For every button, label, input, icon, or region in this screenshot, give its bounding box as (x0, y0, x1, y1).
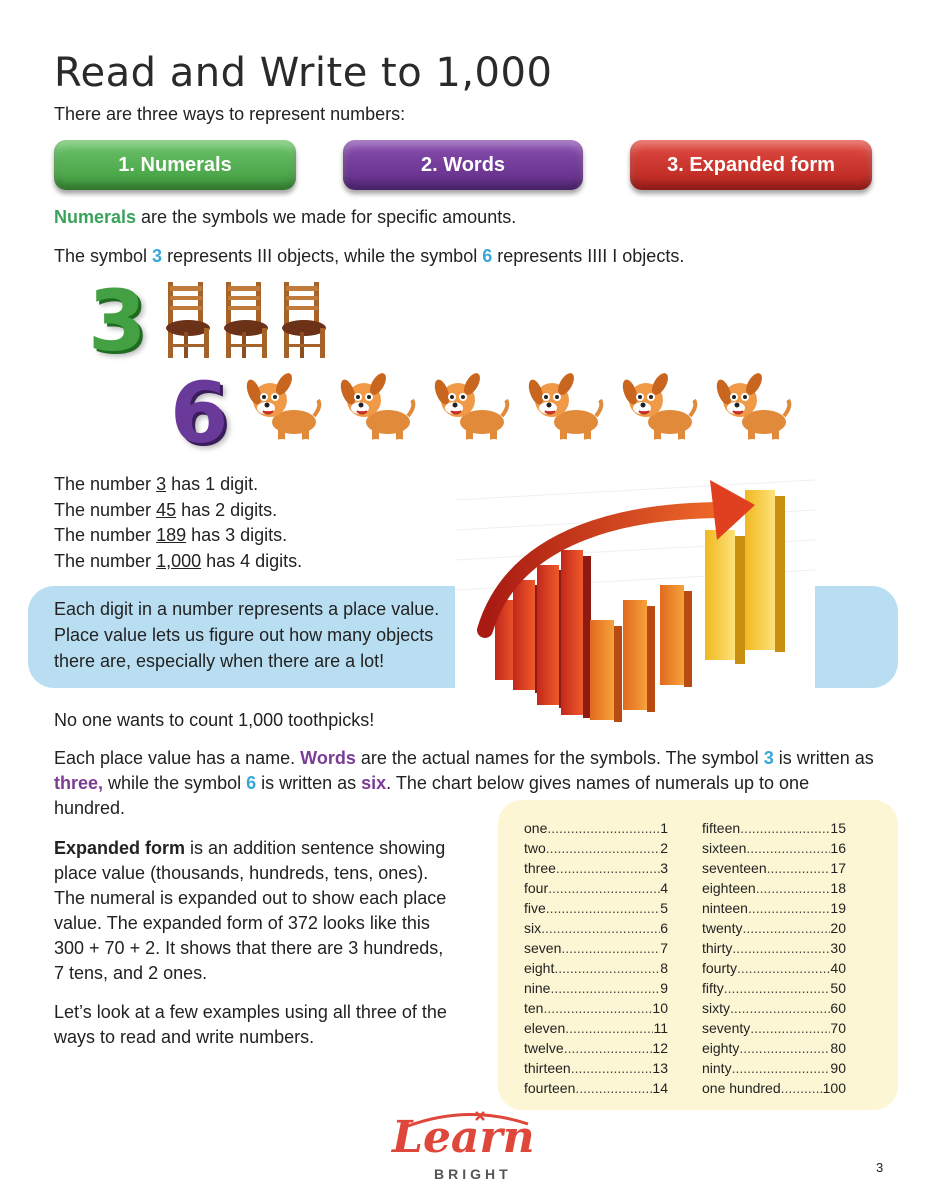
number-word: twelve (524, 1040, 564, 1056)
number-value: 60 (830, 1000, 846, 1016)
number-name-row (524, 858, 668, 878)
leader-dots (561, 938, 660, 958)
number-word: eight (524, 960, 555, 976)
leader-dots (546, 898, 660, 918)
digit-line: The number 45 has 2 digits. (54, 499, 278, 520)
dog-icon (714, 370, 794, 451)
dog-icon (526, 370, 606, 451)
number-name-row (524, 838, 668, 858)
number-value: 1 (660, 820, 668, 836)
dog-icon (432, 370, 512, 451)
digit-line: The number 3 has 1 digit. (54, 474, 259, 494)
big-three: 3 (88, 272, 147, 370)
numerals-definition: Numerals are the symbols we made for specific amounts. (54, 207, 517, 227)
number-name-row (702, 918, 846, 938)
number-name-row (702, 1018, 846, 1038)
number-word: one hundred (702, 1080, 781, 1096)
dog-icon (338, 370, 418, 451)
leader-dots (781, 1078, 823, 1098)
dog-icon (244, 370, 324, 451)
number-word: seventy (702, 1020, 751, 1036)
number-name-row (702, 1078, 846, 1098)
number-name-row (702, 998, 846, 1018)
number-word: seven (524, 940, 562, 956)
leader-dots (547, 818, 660, 838)
growth-chart-illustration (455, 470, 815, 740)
number-value: 11 (653, 1020, 668, 1036)
number-word: two (524, 840, 546, 856)
symbol-sentence: The symbol 3 represents III objects, while the symbol 6 represents IIII I objects. (54, 246, 685, 266)
number-value: 90 (830, 1060, 846, 1076)
leader-dots (740, 818, 830, 838)
leader-dots (556, 858, 660, 878)
growth-chart-svg (455, 470, 815, 740)
number-value: 100 (822, 1080, 846, 1096)
leader-dots (575, 1078, 652, 1098)
number-name-row (702, 978, 846, 998)
chair-icon (160, 280, 212, 365)
number-word: sixty (702, 1000, 730, 1016)
number-value: 9 (660, 980, 668, 996)
callout-text: Each digit in a number represents a place value. Place value lets us figure out how many objects there are, especially when there are a lot! (54, 599, 440, 671)
number-word: fifteen (702, 820, 741, 836)
leader-dots (571, 1058, 653, 1078)
number-word: sixteen (702, 840, 747, 856)
number-value: 50 (830, 980, 846, 996)
number-name-row (702, 898, 846, 918)
number-value: 12 (652, 1040, 668, 1056)
number-value: 8 (660, 960, 668, 976)
page-title: Read and Write to 1,000 (54, 50, 553, 96)
number-value: 13 (652, 1060, 668, 1076)
number-value: 2 (660, 840, 668, 856)
leader-dots (737, 958, 830, 978)
number-value: 30 (830, 940, 846, 956)
numerals-pill: 1. Numerals (54, 140, 296, 190)
leader-dots (546, 838, 660, 858)
number-word: seventeen (702, 860, 767, 876)
number-word: twenty (702, 920, 743, 936)
number-word: five (524, 900, 546, 916)
number-word: ninty (702, 1060, 732, 1076)
number-word: ten (524, 1000, 544, 1016)
number-value: 4 (660, 880, 668, 896)
leader-dots (541, 918, 660, 938)
number-value: 18 (830, 880, 846, 896)
number-value: 5 (660, 900, 668, 916)
number-word: three (524, 860, 556, 876)
number-name-row (524, 1058, 668, 1078)
leader-dots (564, 1038, 653, 1058)
number-name-row (702, 838, 846, 858)
number-value: 10 (652, 1000, 668, 1016)
number-word: eighty (702, 1040, 740, 1056)
number-name-row (524, 1078, 668, 1098)
leader-dots (746, 838, 830, 858)
number-value: 14 (652, 1080, 668, 1096)
number-name-row (524, 818, 668, 838)
expanded-form-pill: 3. Expanded form (630, 140, 872, 190)
number-names-left-column (524, 818, 668, 1098)
number-value: 17 (830, 860, 846, 876)
number-word: nine (524, 980, 551, 996)
number-name-row (524, 938, 668, 958)
leader-dots (732, 1058, 831, 1078)
chair-icon (276, 280, 328, 365)
leader-dots (767, 858, 831, 878)
leader-dots (543, 998, 652, 1018)
number-value: 19 (830, 900, 846, 916)
words-paragraph: Each place value has a name. Words are the actual names for the symbols. The symbol 3 is written as three, while the symbol 6 is written as six. The chart below gives names of numerals up to one hundred. (54, 748, 874, 818)
number-value: 70 (830, 1020, 846, 1036)
page-number: 3 (876, 1160, 884, 1175)
number-word: thirteen (524, 1060, 571, 1076)
number-word: eleven (524, 1020, 566, 1036)
big-six: 6 (170, 364, 229, 462)
number-value: 20 (830, 920, 846, 936)
leader-dots (742, 918, 830, 938)
number-word: one (524, 820, 548, 836)
leader-dots (554, 958, 660, 978)
number-value: 40 (830, 960, 846, 976)
leader-dots (748, 898, 830, 918)
words-pill: 2. Words (343, 140, 583, 190)
number-word: fifty (702, 980, 724, 996)
logo-main-text: Learn (392, 1112, 535, 1163)
digit-line: The number 189 has 3 digits. (54, 525, 288, 545)
number-name-row (524, 1018, 668, 1038)
number-value: 7 (660, 940, 668, 956)
number-name-row (524, 918, 668, 938)
leader-dots (750, 1018, 830, 1038)
number-name-row (524, 878, 668, 898)
number-name-row (702, 958, 846, 978)
leader-dots (724, 978, 831, 998)
number-value: 16 (830, 840, 846, 856)
number-name-row (702, 878, 846, 898)
number-name-row (702, 1058, 846, 1078)
number-value: 6 (660, 920, 668, 936)
number-word: eighteen (702, 880, 756, 896)
number-name-row (524, 958, 668, 978)
number-word: four (524, 880, 549, 896)
logo-sub-text: BRIGHT (434, 1166, 512, 1182)
digit-count-list (54, 472, 302, 574)
number-name-row (702, 938, 846, 958)
toothpicks-line: No one wants to count 1,000 toothpicks! (54, 710, 375, 730)
chairs-illustration (160, 280, 328, 365)
subtitle: There are three ways to represent numbers: (54, 104, 406, 124)
number-names-right-column (702, 818, 846, 1098)
expanded-form-paragraph: Expanded form is an addition sentence showing place value (thousands, hundreds, tens, ones). The numeral is expanded out to show each place value. The expanded form of 372 looks like this 300 + 70 + 2. It shows that there are 3 hundreds, 7 tens, and 2 ones. Let’s look at a few examples using all three of the ways to read and write numbers. (54, 836, 454, 1050)
number-value: 15 (830, 820, 846, 836)
number-word: fourteen (524, 1080, 576, 1096)
leader-dots (732, 938, 830, 958)
number-name-row (702, 818, 846, 838)
number-name-row (524, 1038, 668, 1058)
number-name-row (702, 858, 846, 878)
leader-dots (565, 1018, 653, 1038)
leader-dots (548, 878, 660, 898)
leader-dots (550, 978, 660, 998)
number-word: six (524, 920, 542, 936)
number-value: 3 (660, 860, 668, 876)
leader-dots (730, 998, 830, 1018)
number-name-row (524, 998, 668, 1018)
number-name-row (524, 898, 668, 918)
number-word: ninteen (702, 900, 748, 916)
digit-line: The number 1,000 has 4 digits. (54, 550, 303, 571)
dogs-illustration (244, 370, 794, 451)
dog-icon (620, 370, 700, 451)
number-name-row (524, 978, 668, 998)
examples-line: Let’s look at a few examples using all three of the ways to read and write numbers. (54, 1002, 447, 1047)
leader-dots (739, 1038, 830, 1058)
chair-icon (218, 280, 270, 365)
number-word: fourty (702, 960, 738, 976)
learn-bright-logo (388, 1108, 548, 1188)
number-name-row (702, 1038, 846, 1058)
number-value: 80 (830, 1040, 846, 1056)
number-word: thirty (702, 940, 733, 956)
leader-dots (756, 878, 831, 898)
